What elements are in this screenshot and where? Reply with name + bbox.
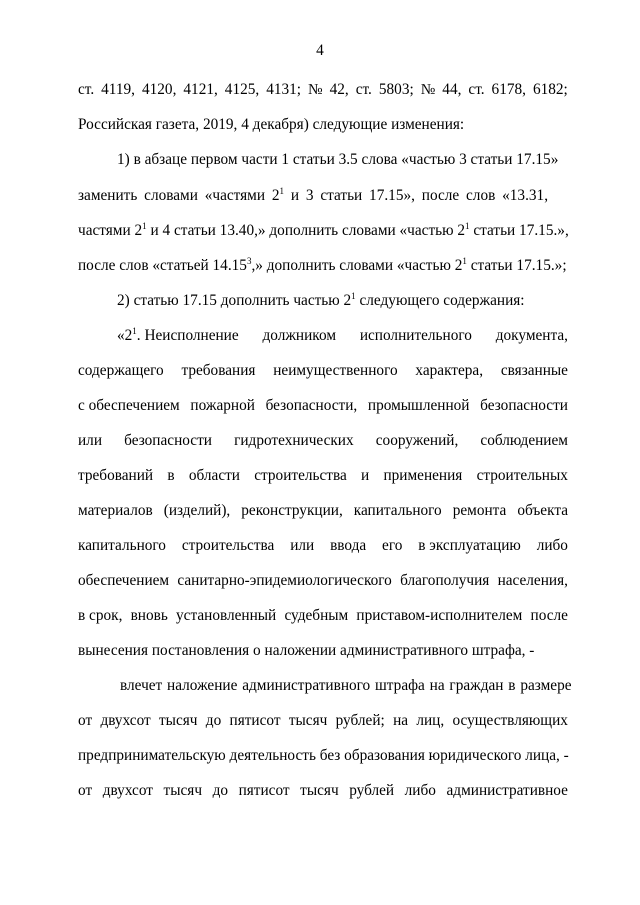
superscript: 1 — [142, 221, 147, 231]
text-line — [78, 501, 568, 521]
word: приставом-исполнителем — [356, 607, 523, 624]
superscript: 3 — [246, 256, 252, 266]
word: пятисот — [229, 712, 281, 729]
word: 5803; — [378, 81, 414, 98]
text-line — [78, 536, 568, 556]
word: характера, — [415, 362, 484, 379]
word: с обеспечением — [78, 397, 180, 414]
word: на — [393, 712, 409, 729]
word: исполнительного — [359, 327, 472, 344]
line-text: следующего содержания: — [355, 292, 525, 309]
line-text: 1) в абзаце первом части 1 статьи 3.5 слова «частью 3 статьи 17.15» — [117, 151, 559, 168]
word: области — [188, 467, 240, 484]
word-part: . Неисполнение — [136, 327, 239, 344]
word: ст. — [468, 81, 485, 98]
line-text: статьи 17.15.», — [469, 222, 569, 239]
text-line — [78, 641, 568, 661]
word: судебным — [284, 607, 349, 624]
word: его — [382, 537, 403, 554]
word: капитального — [353, 502, 442, 519]
text-line — [78, 80, 568, 100]
word: № — [420, 81, 436, 98]
word — [117, 326, 239, 346]
text-line — [78, 431, 568, 451]
word: административное — [446, 782, 568, 799]
text-line — [78, 466, 568, 486]
word: вновь — [130, 607, 168, 624]
word: ст. — [355, 81, 372, 98]
line-text: Российская газета, 2019, 4 декабря) следующие изменения: — [78, 116, 465, 133]
word: пожарной — [190, 397, 255, 414]
word: в — [167, 467, 175, 484]
page-number: 4 — [316, 42, 324, 59]
word: либо — [404, 782, 436, 799]
line-text: 2) статью 17.15 дополнить частью 2 — [117, 292, 352, 309]
word: материалов — [78, 502, 153, 519]
line-text: вынесения постановления о наложении административного штрафа, - — [78, 642, 535, 659]
text-line — [117, 291, 568, 311]
word: тысяч — [288, 712, 328, 729]
word: требования — [181, 362, 256, 379]
text-line — [78, 256, 568, 276]
word: капитального — [78, 537, 166, 554]
line-text: частями 2 — [78, 222, 143, 239]
line-text: и 3 статьи 17.15», после слов «13.31, — [284, 187, 549, 204]
text-line — [78, 361, 568, 381]
text-line — [78, 221, 568, 241]
word: связанные — [500, 362, 568, 379]
text-line — [78, 396, 568, 416]
text-line — [78, 746, 568, 766]
word: промышленной — [367, 397, 470, 414]
text-line — [117, 326, 568, 346]
word: 6182; — [532, 81, 568, 98]
text-line — [78, 571, 568, 591]
word: 4120, — [141, 81, 177, 98]
superscript: 1 — [351, 291, 356, 301]
word: после — [530, 607, 568, 624]
word: обеспечением — [78, 572, 170, 589]
word: установленный — [176, 607, 277, 624]
word-part: «2 — [117, 327, 133, 344]
superscript: 1 — [279, 186, 285, 196]
word: безопасности, — [265, 397, 358, 414]
text-line — [78, 186, 568, 206]
word: до — [205, 712, 222, 729]
word: или — [290, 537, 315, 554]
word: осуществляющих — [452, 712, 568, 729]
word: ремонта — [452, 502, 507, 519]
word: в срок, — [78, 607, 123, 624]
text-line — [78, 781, 568, 801]
superscript: 1 — [132, 326, 137, 336]
word: требований — [78, 467, 154, 484]
word: строительных — [476, 467, 568, 484]
word: 4131; — [266, 81, 302, 98]
word: 44, — [442, 81, 462, 98]
word: ст. — [78, 81, 95, 98]
text-line — [117, 150, 568, 170]
word: 42, — [329, 81, 349, 98]
word: соблюдением — [480, 432, 568, 449]
word: содержащего — [78, 362, 164, 379]
word: от — [78, 712, 93, 729]
word: 4125, — [224, 81, 260, 98]
word: тысяч — [163, 782, 203, 799]
word: ввода — [330, 537, 367, 554]
word: либо — [536, 537, 568, 554]
word: гидротехнических — [234, 432, 354, 449]
word: должником — [262, 327, 336, 344]
word: безопасности — [124, 432, 212, 449]
text-line — [78, 711, 568, 731]
word: благополучия — [400, 572, 490, 589]
word: № — [308, 81, 323, 98]
line-text: и 4 статьи 13.40,» дополнить словами «частью 2 — [146, 222, 465, 239]
word: применения — [383, 467, 463, 484]
word: объекта — [517, 502, 568, 519]
superscript: 1 — [465, 221, 470, 231]
superscript: 1 — [462, 256, 467, 266]
word: лиц, — [416, 712, 445, 729]
word: населения, — [497, 572, 568, 589]
line-text: ,» дополнить словами «частью 2 — [251, 257, 463, 274]
line-text: после слов «статьей 14.15 — [78, 257, 247, 274]
word: строительства — [254, 467, 347, 484]
word: рублей; — [335, 712, 385, 729]
word: двухсот — [100, 712, 151, 729]
word: двухсот — [102, 782, 153, 799]
word: тысяч — [300, 782, 339, 799]
word: и — [361, 467, 370, 484]
word: тысяч — [159, 712, 198, 729]
word: до — [212, 782, 229, 799]
line-text: заменить словами «частями 2 — [78, 187, 280, 204]
word: в эксплуатацию — [418, 537, 521, 554]
word: безопасности — [480, 397, 568, 414]
word: пятисот — [238, 782, 290, 799]
line-text: влечет наложение административного штрафа на граждан в размере — [120, 677, 572, 694]
word: 4121, — [183, 81, 218, 98]
word: строительства — [181, 537, 275, 554]
word: от — [78, 782, 93, 799]
text-line — [120, 676, 572, 696]
word: санитарно-эпидемиологического — [177, 572, 392, 589]
word: 6178, — [491, 81, 526, 98]
word: реконструкции, — [241, 502, 343, 519]
line-text: статьи 17.15.»; — [466, 257, 567, 274]
text-line — [78, 115, 568, 135]
word: 4119, — [101, 81, 135, 98]
word: документа, — [495, 327, 568, 344]
word: сооружений, — [375, 432, 459, 449]
word: или — [78, 432, 103, 449]
word: рублей — [349, 782, 395, 799]
word: неимущественного — [273, 362, 398, 379]
text-line — [78, 606, 568, 626]
line-text: предпринимательскую деятельность без образования юридического лица, - — [78, 747, 569, 764]
word: (изделий), — [163, 502, 231, 519]
